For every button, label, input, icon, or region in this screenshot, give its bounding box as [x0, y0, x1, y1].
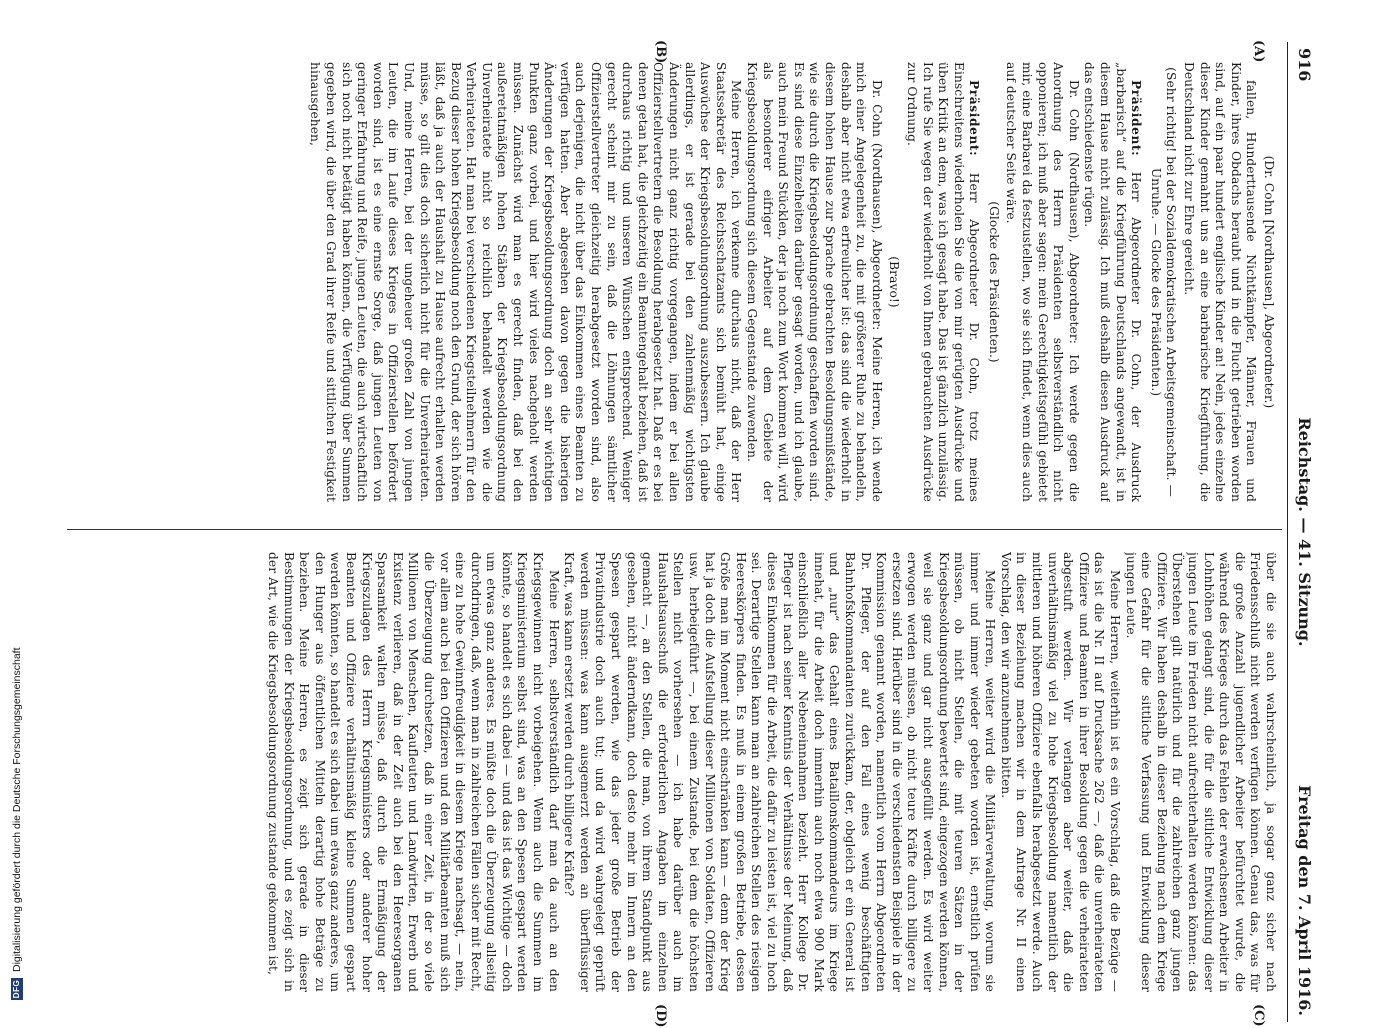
column-divider — [67, 529, 1282, 530]
dfg-logo: DFG — [12, 979, 21, 999]
speech-text: Herr Abgeordneter Dr. Cohn, trotz meines Einschreitens wiederholen Sie die von mir gerügten Ausdrücke und üben Kritik an dem, was ich gesagt habe. Das ist gänzlich unzulässig. Ich rufe Sie wegen der wiederholt von Ihnen gebrauchten Ausdrücke zur Ordnung. — [904, 62, 982, 502]
speech-paragraph — [1081, 62, 1143, 502]
body-paragraph: Meine Herren, ich verkenne durchaus nicht, daß der Herr Staatssekretär des Reichsschatzamts sich bemüht hat, einige Auswüchse der Kriegsbesoldungsordnung auszubessern. Ich glaube allerdings, er ist gerade bei den zahlenmäßig wichtigsten Änderungen nicht ganz richtig vorgegangen, indem er bei allen Offizierstellvertretern die Besoldung herabgesetzt hat. Daß er es bei denen getan hat, die gleichzeitig ein Beamtengehalt beziehen, daß ist durchaus richtig und unseren Wünschen entsprechend. Weniger gerecht scheint mir zu sein, daß die Löhnungen sämtlicher Offizierstellvertreter gleichzeitig herabgesetzt worden sind, also auch derjenigen, die nicht über das Einkommen eines Beamten zu verfügen hatten. Aber abgesehen davon gegen die bisherigen Änderungen der Kriegsbesoldungsordnung doch an sehr wichtigen Punkten ganz vorbei, und hier wird vieles nachgeholt werden müssen. Zunächst wird man es gerecht finden, daß bei den außeretatmäßigen hohen Stäben der Kriegsbesoldungsordnung Unverheiratete nicht so reichlich behandelt werden wie die Verheirateten. Hat man bei verschiedenen Kriegsteilnehmern für den Bezug dieser hohen Kriegsbesoldung noch den Grund, der sich hören läßt, daß ja auch der Haushalt zu Hause aufrecht erhalten werden müsse, so gilt dies doch sicherlich nicht für die Unverheirateten. Und, meine Herren, bei der ungeheuer großen Zahl von jungen Leuten, die im Laufe dieses Krieges in Offizierstellen befördert worden sind, ist es eine ernste Sorge, daß jungen Leuten von geringer Erfahrung und Reife, jungen Leuten, die auch wirtschaftlich sich noch nicht betätigt haben können, die Verfügung über Summen gegeben wird, die über den Grad ihrer Reife und sittlichen Festigkeit hinausgehen, — [308, 62, 744, 502]
newspaper-page — [58, 40, 1318, 1028]
body-paragraph: Dr. Cohn (Nordhausen), Abgeordneter: Meine Herren, ich wende mich einer Angelegenheit zu, die mit größerer Ruhe zu behandeln, deshalb aber nicht etwa erfreulicher ist: das sind die wiederholt in diesem hohen Hause zur Sprache gebrachten Besoldungsmißstände, wie sie durch die Kriegsbesoldungsordnung geschaffen worden sind. Es sind diese Einzelheiten darüber gesagt worden, und ich glaube, auch mein Freund Stücklen, der ja noch zum Wort kommen will, wird als besonderer eifriger Arbeiter auf dem Gebiete der Kriegsbesoldungsordnung sich diesem Gegenstande zuwenden. — [745, 62, 884, 502]
margin-marker-b: (B) — [653, 40, 668, 64]
body-paragraph: fallen, Hunderttausende Nichtkämpfer, Männer, Frauen und Kinder, ihres Obdachs beraubt und in die Flucht getrieben worden sind, auf ein paar hundert englische Kinder an! Nein, jedes einzelne dieser Kinder gemahnt uns an eine barbarische Kriegführung, die Deutschland nicht zur Ehre gereicht. — [1182, 62, 1259, 502]
body-paragraph: Meine Herren, weiterhin ist es ein Vorschlag, daß die Bezüge — das ist die Nr. II auf Drucksache 262 —, daß die unverheirateten Offiziere und Beamten in ihrer Besoldung gegen die verheirateten abgestuft werden. Wir verlangen aber weiter, daß die unverhältnismäßig viel zu hohe Kriegsbesoldung namentlich der mittleren und höheren Offiziere ebenfalls herabgesetzt werde. Auch in dieser Beziehung machen wir in dem Antrage Nr. II einen Vorschlag, den wir anzunehmen bitten. — [998, 552, 1123, 992]
speaker-attribution: (Dr. Cohn [Nordhausen], Abgeordneter.) — [1262, 155, 1276, 409]
speaker-name: Präsident: — [967, 80, 982, 157]
margin-marker-a: (A) — [1251, 40, 1266, 63]
interjection: (Glocke des Präsidenten.) — [986, 201, 1001, 363]
speech-text: Herr Abgeordneter Dr. Cohn, der Ausdruck „barbarisch“ auf die Kriegführung Deutschlands angewandt, ist in diesem Hause nicht zulässig. Ich muß deshalb diesen Ausdruck auf das entschiedenste rügen. — [1082, 62, 1144, 502]
speech-paragraph — [903, 62, 981, 502]
margin-marker-c: (C) — [1251, 1004, 1266, 1027]
interjection: (Bravo!) — [887, 256, 902, 308]
margin-marker-d: (D) — [653, 1004, 668, 1028]
session-title: Reichstag. — 41. Sitzung. — [1295, 417, 1314, 647]
right-column — [68, 552, 1278, 992]
left-column — [68, 62, 1278, 502]
body-paragraph: Dr. Cohn (Nordhausen), Abgeordneter: Ich werde gegen die Anordnung des Herrn Präsidenten selbstverständlich nicht opponieren; ich muß aber sagen: mein Gerechtigkeitsgefühl gebietet mir, eine Barbarei da festzustellen, wo sie sich findet, wenn dies auch auf deutscher Seite wäre. — [1004, 62, 1081, 502]
body-paragraph: über die sie auch wahrscheinlich, ja sogar ganz sicher nach Friedensschluß nicht werden verfügen können. Genau das, was für die große Anzahl jugendlicher Arbeiter befürchtet wurde, die während des Krieges durch das Fehlen der erwachsenen Arbeiter in Lohnhöhen gelangt sind, die für die sittliche Entwicklung dieser jungen Leute im Frieden nicht aufrechterhalten werden können: das Überstehen gilt natürlich und für die zahlreichen ganz jungen Offiziere. Wir haben deshalb in dieser Beziehung nach dem Kriege eine Gefahr für die sittliche Verfassung und Entwicklung dieser jungen Leute. — [1123, 552, 1278, 992]
page-number: 916 — [1295, 48, 1314, 82]
page-header — [1287, 42, 1318, 1022]
session-date: Freitag den 7. April 1916. — [1295, 785, 1314, 1016]
speaker-name: Präsident: — [1129, 80, 1144, 157]
body-paragraph: Meine Herren, weiter wird die Militärverwaltung, worum sie immer und immer wieder gebeten worden ist, ernstlich prüfen müssen, ob nicht Stellen, die mit teuren Sätzen in der Kriegsbesoldungsordnung bewertet sind, eingezogen werden können, weil sie ganz und gar nicht ausgefüllt werden. Es wird weiter erwogen werden müssen, ob nicht teure Kräfte durch billigere zu ersetzen sind. Hierüber sind in die verschiedensten Beispiele in der Kommission genannt worden, namentlich vom Herrn Abgeordneten Dr. Pfleger, der auf den Fall eines wenig beschäftigten Bahnhofskommandanten zurückkam, der, obgleich er ein General ist und „nur“ das Gehalt eines Bataillonskommandeurs im Kriege innehat, für die Arbeit doch immerhin auch noch etwa 900 Mark einschließlich aller Nebeneinnahmen bezieht. Herr Kollege Dr. Pfleger ist nach seiner Kenntnis der Verhältnisse der Meinung, daß dieses Einkommen für die Arbeit, die dafür zu leisten ist, viel zu hoch sei. Derartige Stellen kann man an zahlreichen Stellen des riesigen Heereskörpers finden. Es muß in einem großen Betriebe, dessen Größe man im Moment nicht einschränken kann — denn der Krieg hat ja doch die Aufstellung dieser Millionen von Soldaten, Offizieren usw. herbeigeführt —, bei einem Zustande, bei dem die höchsten Stellen nicht vorhersehen — ich habe darüber auch im Haushaltsausschuß die erforderlichen Angaben im einzelnen gemacht —, an den Stellen, die man, von ihrem Standpunkt aus gesehen, nicht änderndkann, doch desto mehr im Innern an den Spesen gespart werden, wie das jeder große Betrieb der Privatindustrie doch auch tut; und da wird wahrgelegt geprüft werden müssen: was kann ausgemerzt werden an überflüssiger Kraft, was kann ersetzt werden durch billigere Kräfte? — [562, 552, 998, 992]
body-paragraph: Meine Herren, selbstverständlich darf man da auch an den Kriegsgewinnen nicht vorbeigehen. Wenn auch die Summen im Kriegsministerium selbst sind, was an den Spesen gespart werden könnte, so handelt es sich dabei — und das ist das Wichtige — doch um etwas ganz anderes. Es müßte doch die Überzeugung allseitig durchdringen, daß, wenn man in zahlreichen Fällen sicher mit Recht, eine zu hohe Gewinnfreudigkeit in diesem Kriege nachsagt, — nein, vor allem auch bei den Offizieren und den Militärbeamten muß sich die Überzeugung durchsetzen, daß in einer Zeit, in der so viele Millionen von Menschen, Kaufleuten und Landwirten, Erwerb und Existenz verlieren, daß in der Zeit auch bei den Heeresorganen Sparsamkeit walten müsse, daß durch die Ermäßigung der Kriegszulagen des Herrn Kriegsministers oder anderer hoher Beamten und Offiziere verhältnismäßig kleine Summen gespart werden könnten, so handelt es sich dabei um etwas ganz anderes, um den Hunger aus öffentlichen Mitteln derartig hohe Beträge zu beziehen. Meine Herren, es zeigt sich gerade in dieser Bestimmungen der Kriegsbesoldungsordnung, und es zeigt sich in der Art, wie die Kriegsbesoldungsordnung zustande gekommen ist, — [266, 552, 561, 992]
interjection: (Sehr richtig! bei der Sozialdemokratischen Arbeitsgemeinschaft. — Unruhe. — Glocke des Präsidenten.) — [1148, 67, 1179, 497]
dfg-credit-text: Digitalisierung gefördert durch die Deutsche Forschungsgemeinschaft — [11, 647, 23, 972]
